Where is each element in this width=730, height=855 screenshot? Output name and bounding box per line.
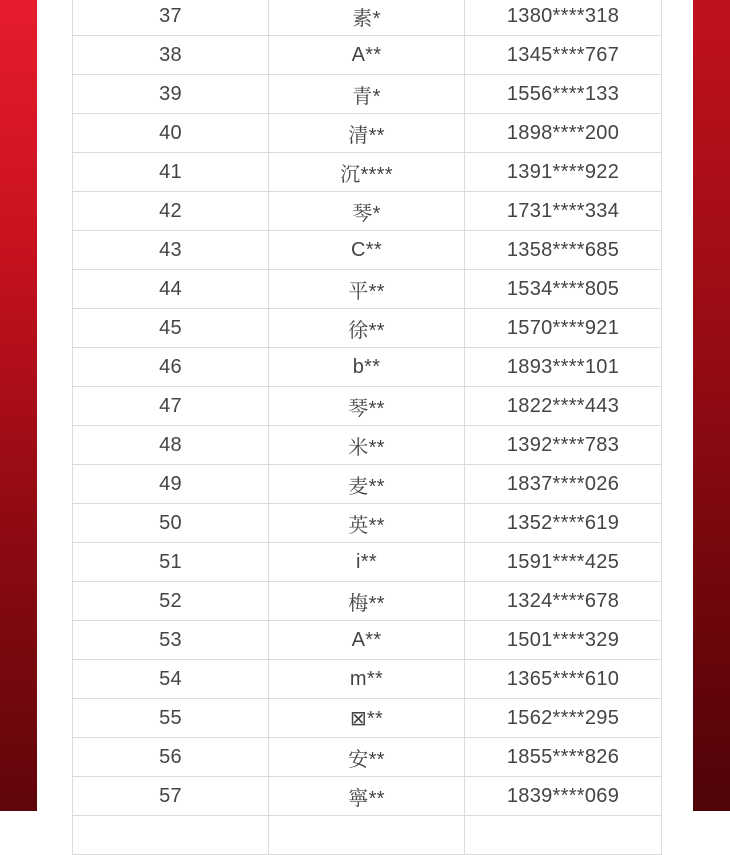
- name-cell: 琴**: [269, 387, 465, 426]
- name-cell: 安**: [269, 738, 465, 777]
- table-row: [73, 192, 662, 231]
- phone-cell: 1822****443: [465, 387, 662, 426]
- name-cell: [269, 816, 465, 855]
- phone-cell: 1570****921: [465, 309, 662, 348]
- phone-cell: 1556****133: [465, 75, 662, 114]
- table-row: [73, 660, 662, 699]
- table-row: [73, 699, 662, 738]
- phone-cell: 1324****678: [465, 582, 662, 621]
- table-row: [73, 348, 662, 387]
- right-red-border: [693, 0, 730, 811]
- table-row: [73, 114, 662, 153]
- table-row: [73, 36, 662, 75]
- phone-cell: 1380****318: [465, 0, 662, 36]
- phone-cell: 1562****295: [465, 699, 662, 738]
- table-row: [73, 816, 662, 855]
- rank-cell: 50: [73, 504, 269, 543]
- rank-cell: 46: [73, 348, 269, 387]
- rank-cell: 48: [73, 426, 269, 465]
- name-cell: 米**: [269, 426, 465, 465]
- rank-cell: 55: [73, 699, 269, 738]
- phone-cell: [465, 816, 662, 855]
- rank-cell: 53: [73, 621, 269, 660]
- name-cell: 英**: [269, 504, 465, 543]
- name-cell: 清**: [269, 114, 465, 153]
- phone-cell: 1534****805: [465, 270, 662, 309]
- phone-cell: 1855****826: [465, 738, 662, 777]
- phone-cell: 1391****922: [465, 153, 662, 192]
- name-cell: 寧**: [269, 777, 465, 816]
- rank-cell: 41: [73, 153, 269, 192]
- name-cell: A**: [269, 621, 465, 660]
- table-row: [73, 231, 662, 270]
- rank-cell: 56: [73, 738, 269, 777]
- phone-cell: 1501****329: [465, 621, 662, 660]
- left-red-border: [0, 0, 37, 811]
- rank-cell: 37: [73, 0, 269, 36]
- phone-cell: 1352****619: [465, 504, 662, 543]
- phone-cell: 1898****200: [465, 114, 662, 153]
- name-cell: ⊠**: [269, 699, 465, 738]
- rank-cell: 42: [73, 192, 269, 231]
- rank-cell: 47: [73, 387, 269, 426]
- name-cell: i**: [269, 543, 465, 582]
- table-row: [73, 582, 662, 621]
- rank-cell: 52: [73, 582, 269, 621]
- rank-cell: 57: [73, 777, 269, 816]
- table-row: [73, 621, 662, 660]
- table-row: [73, 387, 662, 426]
- rank-cell: 49: [73, 465, 269, 504]
- table-row: [73, 75, 662, 114]
- winners-table-body: [73, 0, 662, 855]
- name-cell: A**: [269, 36, 465, 75]
- table-row: [73, 738, 662, 777]
- table-row: [73, 777, 662, 816]
- name-cell: m**: [269, 660, 465, 699]
- table-row: [73, 270, 662, 309]
- table-row: [73, 309, 662, 348]
- winners-panel: [37, 0, 693, 811]
- name-cell: b**: [269, 348, 465, 387]
- rank-cell: 51: [73, 543, 269, 582]
- name-cell: 徐**: [269, 309, 465, 348]
- table-row: [73, 465, 662, 504]
- phone-cell: 1591****425: [465, 543, 662, 582]
- phone-cell: 1392****783: [465, 426, 662, 465]
- rank-cell: 39: [73, 75, 269, 114]
- phone-cell: 1365****610: [465, 660, 662, 699]
- phone-cell: 1731****334: [465, 192, 662, 231]
- name-cell: 沉****: [269, 153, 465, 192]
- phone-cell: 1839****069: [465, 777, 662, 816]
- table-row: [73, 426, 662, 465]
- name-cell: 素*: [269, 0, 465, 36]
- table-row: [73, 0, 662, 36]
- name-cell: 平**: [269, 270, 465, 309]
- name-cell: 麦**: [269, 465, 465, 504]
- rank-cell: [73, 816, 269, 855]
- phone-cell: 1358****685: [465, 231, 662, 270]
- rank-cell: 54: [73, 660, 269, 699]
- rank-cell: 40: [73, 114, 269, 153]
- phone-cell: 1345****767: [465, 36, 662, 75]
- table-row: [73, 543, 662, 582]
- winners-table: [72, 0, 662, 855]
- name-cell: 青*: [269, 75, 465, 114]
- table-row: [73, 504, 662, 543]
- rank-cell: 45: [73, 309, 269, 348]
- phone-cell: 1893****101: [465, 348, 662, 387]
- rank-cell: 43: [73, 231, 269, 270]
- name-cell: 梅**: [269, 582, 465, 621]
- rank-cell: 38: [73, 36, 269, 75]
- phone-cell: 1837****026: [465, 465, 662, 504]
- table-row: [73, 153, 662, 192]
- name-cell: C**: [269, 231, 465, 270]
- rank-cell: 44: [73, 270, 269, 309]
- name-cell: 琴*: [269, 192, 465, 231]
